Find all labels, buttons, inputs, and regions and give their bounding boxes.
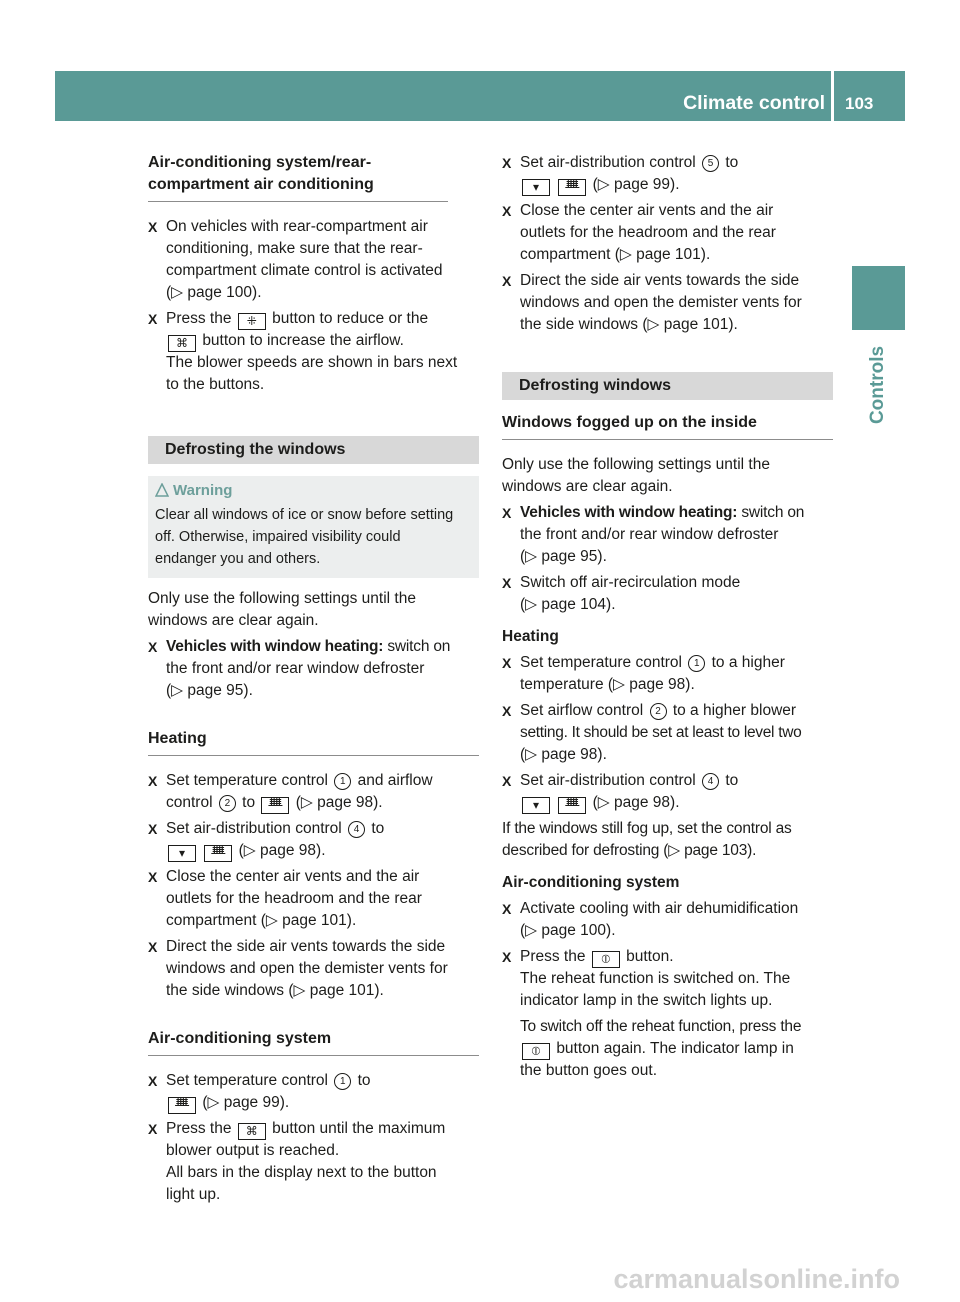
subheading-ac: Air-conditioning system [502,874,680,891]
step-bullet-icon: X [502,949,512,965]
section-label: Controls [867,345,888,425]
step-airflow-higher: X Set airflow control 2 to a higher blower setting. It should be set at least to level two (▷ page 98). [502,702,802,763]
control-number-5: 5 [702,155,719,172]
warning-box: Warning Clear all windows of ice or snow before setting off. Otherwise, impaired visibility could endanger you and others. [148,476,479,578]
warning-title: Warning [155,480,473,502]
step-bullet-icon: X [502,575,512,591]
chapter-title: Climate control [683,92,825,114]
section-heading-heating: Heating [148,728,479,756]
fan-high-icon: ⌘ [168,335,196,352]
left-column [148,152,479,1210]
defrost-icon: ᚙ [558,179,586,196]
control-number-1: 1 [688,655,705,672]
step-center-vents: X Close the center air vents and the air outlets for the headroom and the rear compartment (▷ page 101). [148,868,422,929]
step-reheat: X Press the ⦶ button. The reheat function is switched on. The indicator lamp in the switch lights up. To switch off the reheat function, press the ⦶ button again. The indicator lamp in the button goes out. [502,948,802,1079]
step-bullet-icon: X [502,273,512,289]
down-icon: ▾ [522,797,550,814]
step-airflow: X Press the ⁜ button to reduce or the ⌘ button to increase the airflow. The blower speeds are shown in bars next to the buttons. [148,310,458,393]
step-bullet-icon: X [148,639,158,655]
step-bullet-icon: X [148,939,158,955]
step-side-vents: X Direct the side air vents towards the side windows and open the demister vents for the side windows (▷ page 101). [148,938,448,999]
warning-icon [155,483,169,497]
step-bullet-icon: X [148,773,158,789]
step-bullet-icon: X [148,821,158,837]
control-number-1: 1 [334,1073,351,1090]
section-heading-ac-rear: Air-conditioning system/rear-compartment air conditioning [148,152,448,202]
header-bar [55,71,905,121]
control-number-4: 4 [702,773,719,790]
step-recirculation: X Switch off air-recirculation mode (▷ page 104). [502,574,741,613]
page-number: 103 [845,94,874,113]
paragraph-still-fog: If the windows still fog up, set the control as described for defrosting (▷ page 103). [502,820,792,859]
step-air-distribution-4: X Set air-distribution control 4 to ▾ ᚙ (▷ page 98). [502,772,739,812]
control-number-4: 4 [348,821,365,838]
defrost-icon: ᚙ [168,1097,196,1114]
step-air-distribution: X Set air-distribution control 4 to ▾ ᚙ (▷ page 98). [148,820,385,860]
fan-high-icon: ⌘ [238,1123,266,1140]
reheat-icon: ⦶ [522,1043,550,1060]
control-number-2: 2 [219,795,236,812]
step-cooling: X Activate cooling with air dehumidification (▷ page 100). [502,900,799,939]
defrost-icon: ᚙ [558,797,586,814]
section-heading-fogged: Windows fogged up on the inside [502,412,833,440]
paragraph-only-use: Only use the following settings until the windows are clear again. [502,456,770,495]
section-tab [852,266,905,330]
step-window-heating: X Vehicles with window heating: switch on the front and/or rear window defroster (▷ page 95). [502,504,805,565]
down-icon: ▾ [522,179,550,196]
section-heading-ac: Air-conditioning system [148,1028,479,1056]
control-number-2: 2 [650,703,667,720]
step-bullet-icon: X [148,219,158,235]
step-air-distribution-5: X Set air-distribution control 5 to ▾ ᚙ (▷ page 99). [502,154,739,194]
step-bullet-icon: X [502,655,512,671]
subheading-heating: Heating [502,628,559,645]
step-temp-higher: X Set temperature control 1 to a higher temperature (▷ page 98). [502,654,785,693]
step-center-vents: X Close the center air vents and the air outlets for the headroom and the rear compartment (▷ page 101). [502,202,776,263]
watermark: carmanualsonline.info [613,1264,900,1294]
defrost-icon: ᚙ [261,797,289,814]
step-bullet-icon: X [502,155,512,171]
step-ac-temp: X Set temperature control 1 to ᚙ (▷ page 99). [148,1072,371,1112]
paragraph-only-use: Only use the following settings until the windows are clear again. [148,590,416,629]
step-temp-airflow: X Set temperature control 1 and airflow control 2 to ᚙ (▷ page 98). [148,772,433,812]
header-divider [831,71,834,121]
step-bullet-icon: X [502,505,512,521]
control-number-1: 1 [334,773,351,790]
step-window-heating: X Vehicles with window heating: switch on the front and/or rear window defroster (▷ page 95). [148,638,451,699]
step-bullet-icon: X [502,703,512,719]
step-bullet-icon: X [148,869,158,885]
reheat-icon: ⦶ [592,951,620,968]
step-side-vents: X Direct the side air vents towards the side windows and open the demister vents for the side windows (▷ page 101). [502,272,802,333]
step-bullet-icon: X [148,311,158,327]
step-bullet-icon: X [502,773,512,789]
step-bullet-icon: X [148,1073,158,1089]
section-heading-defrost-windows: Defrosting windows [502,372,833,400]
right-column [502,152,833,1086]
step-ac-blower: X Press the ⌘ button until the maximum blower output is reached. All bars in the display next to the button light up. [148,1120,446,1203]
step-bullet-icon: X [502,901,512,917]
step-rear-ac: X On vehicles with rear-compartment air conditioning, make sure that the rear- compartment climate control is activated (▷ page 100). [148,218,443,301]
step-bullet-icon: X [148,1121,158,1137]
defrost-icon: ᚙ [204,845,232,862]
step-bullet-icon: X [502,203,512,219]
down-icon: ▾ [168,845,196,862]
fan-low-icon: ⁜ [238,313,266,330]
section-heading-defrost: Defrosting the windows [148,436,479,464]
